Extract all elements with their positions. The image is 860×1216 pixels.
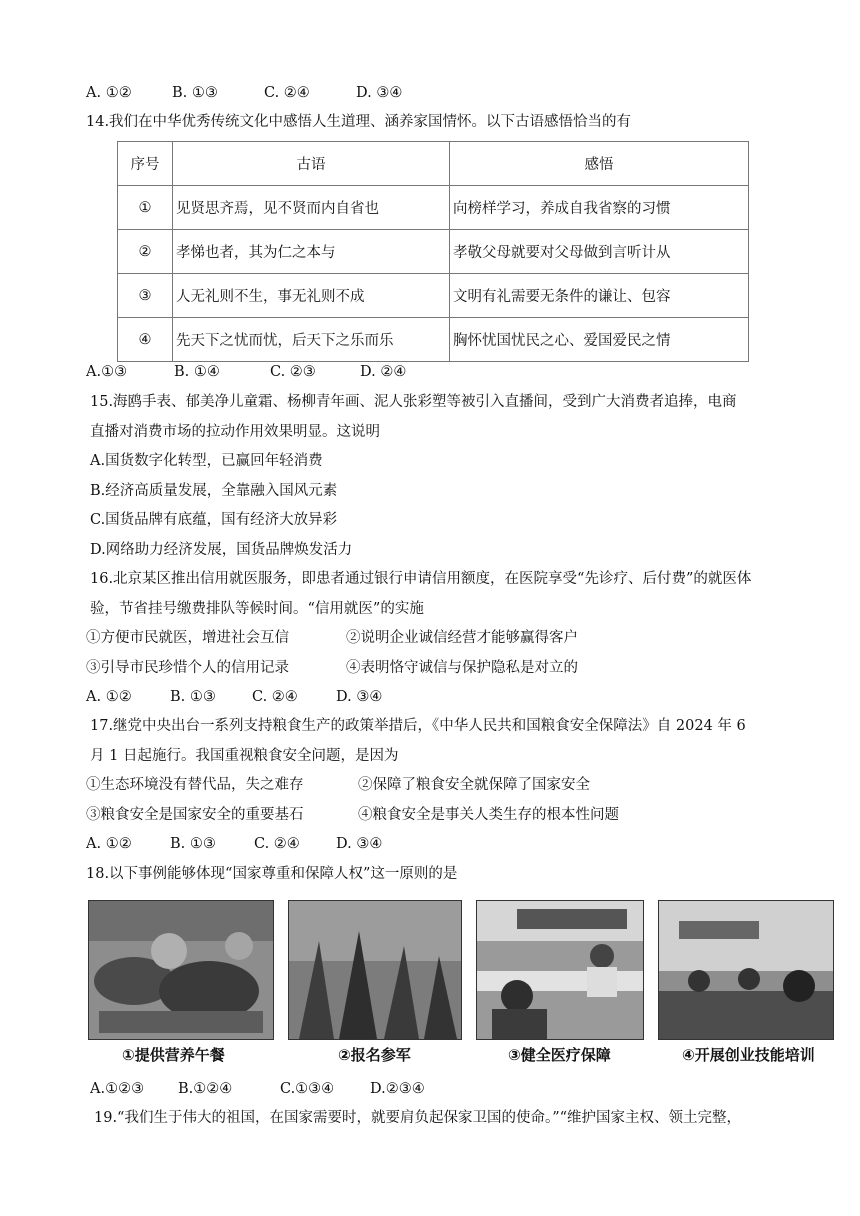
photo-medical-security: [476, 900, 644, 1040]
table-row: [118, 186, 749, 230]
q15-choice-a: A.国货数字化转型，已赢回年轻消费: [90, 453, 323, 469]
row-insight: 向榜样学习，养成自我省察的习惯: [450, 186, 749, 230]
option-a: A.①②③: [90, 1081, 145, 1097]
row-num: ②: [118, 230, 173, 274]
caption-1: ①提供营养午餐: [122, 1046, 225, 1064]
q18-options: [90, 1079, 425, 1099]
option-d: D. ③④: [336, 689, 383, 705]
option-c: C. ②④: [254, 836, 300, 852]
row-insight: 孝敬父母就要对父母做到言听计从: [450, 230, 749, 274]
header-insight: 感悟: [450, 142, 749, 186]
table-row: [118, 274, 749, 318]
option-a: A.①③: [86, 364, 128, 380]
q15-stem-line2: 直播对消费市场的拉动作用效果明显。这说明: [90, 424, 380, 440]
photo-enlist: [288, 900, 462, 1040]
q16-statement-2: ②说明企业诚信经营才能够赢得客户: [346, 630, 578, 646]
caption-2: ②报名参军: [338, 1046, 411, 1064]
table-row: [118, 318, 749, 362]
option-b: B. ①④: [174, 364, 220, 380]
option-c: C.①③④: [280, 1081, 335, 1097]
q17-options: [86, 834, 382, 854]
q16-stem-line1: 16.北京某区推出信用就医服务，即患者通过银行申请信用额度，在医院享受“先诊疗、后付费”的就医体: [90, 571, 752, 587]
table-row: [118, 230, 749, 274]
header-saying: 古语: [173, 142, 450, 186]
q16-stem-line2: 验，节省挂号缴费排队等候时间。“信用就医”的实施: [90, 601, 424, 617]
option-c: C. ②④: [252, 689, 298, 705]
q17-statement-2: ②保障了粮食安全就保障了国家安全: [358, 777, 590, 793]
q17-stem-line1: 17.继党中央出台一系列支持粮食生产的政策举措后，《中华人民共和国粮食安全保障法》自 2024 年 6: [90, 718, 746, 734]
q16-statement-4: ④表明恪守诚信与保护隐私是对立的: [346, 660, 578, 676]
option-b: B. ①③: [170, 836, 216, 852]
option-d: D. ③④: [336, 836, 383, 852]
q17-statement-4: ④粮食安全是事关人类生存的根本性问题: [358, 807, 619, 823]
q15-choice-c: C.国货品牌有底蕴，国有经济大放异彩: [90, 512, 338, 528]
row-saying: 人无礼则不生，事无礼则不成: [173, 274, 450, 318]
table-header-row: [118, 142, 749, 186]
q15-choice-d: D.网络助力经济发展，国货品牌焕发活力: [90, 542, 353, 558]
option-a: A. ①②: [86, 85, 132, 101]
option-b: B. ①③: [170, 689, 216, 705]
q15-stem-line1: 15.海鸥手表、郁美净儿童霜、杨柳青年画、泥人张彩塑等被引入直播间，受到广大消费者追捧，电商: [90, 394, 737, 410]
caption-3: ③健全医疗保障: [508, 1046, 611, 1064]
q14-table: [117, 141, 749, 362]
option-d: D. ②④: [360, 364, 407, 380]
option-b: B.①②④: [178, 1081, 233, 1097]
row-saying: 先天下之忧而忧，后天下之乐而乐: [173, 318, 450, 362]
q14-options: [86, 362, 406, 382]
row-saying: 孝悌也者，其为仁之本与: [173, 230, 450, 274]
q17-statement-3: ③粮食安全是国家安全的重要基石: [86, 807, 304, 823]
row-num: ③: [118, 274, 173, 318]
row-saying: 见贤思齐焉，见不贤而内自省也: [173, 186, 450, 230]
q17-stem-line2: 月 1 日起施行。我国重视粮食安全问题，是因为: [90, 748, 399, 764]
q16-statement-1: ①方便市民就医，增进社会互信: [86, 630, 289, 646]
option-b: B. ①③: [172, 85, 218, 101]
row-insight: 文明有礼需要无条件的谦让、包容: [450, 274, 749, 318]
row-num: ④: [118, 318, 173, 362]
row-num: ①: [118, 186, 173, 230]
caption-4: ④开展创业技能培训: [682, 1046, 815, 1064]
q16-statement-3: ③引导市民珍惜个人的信用记录: [86, 660, 289, 676]
option-a: A. ①②: [86, 836, 132, 852]
q16-options: [86, 687, 382, 707]
option-c: C. ②③: [270, 364, 316, 380]
q13-options: [86, 83, 402, 103]
option-a: A. ①②: [86, 689, 132, 705]
header-num: 序号: [118, 142, 173, 186]
q18-stem: 18.以下事例能够体现“国家尊重和保障人权”这一原则的是: [86, 866, 458, 882]
q17-statement-1: ①生态环境没有替代品，失之难存: [86, 777, 304, 793]
option-d: D. ③④: [356, 85, 403, 101]
q15-choice-b: B.经济高质量发展，全靠融入国风元素: [90, 483, 338, 499]
photo-skills-training: [658, 900, 834, 1040]
q19-stem-line1: 19.“我们生于伟大的祖国，在国家需要时，就要肩负起保家卫国的使命。”“维护国家主权、领土完整，: [94, 1110, 742, 1126]
row-insight: 胸怀忧国忧民之心、爱国爱民之情: [450, 318, 749, 362]
q14-stem: 14.我们在中华优秀传统文化中感悟人生道理、涵养家国情怀。以下古语感悟恰当的有: [86, 114, 632, 130]
option-c: C. ②④: [264, 85, 310, 101]
option-d: D.②③④: [370, 1081, 425, 1097]
photo-nutrition-lunch: [88, 900, 274, 1040]
